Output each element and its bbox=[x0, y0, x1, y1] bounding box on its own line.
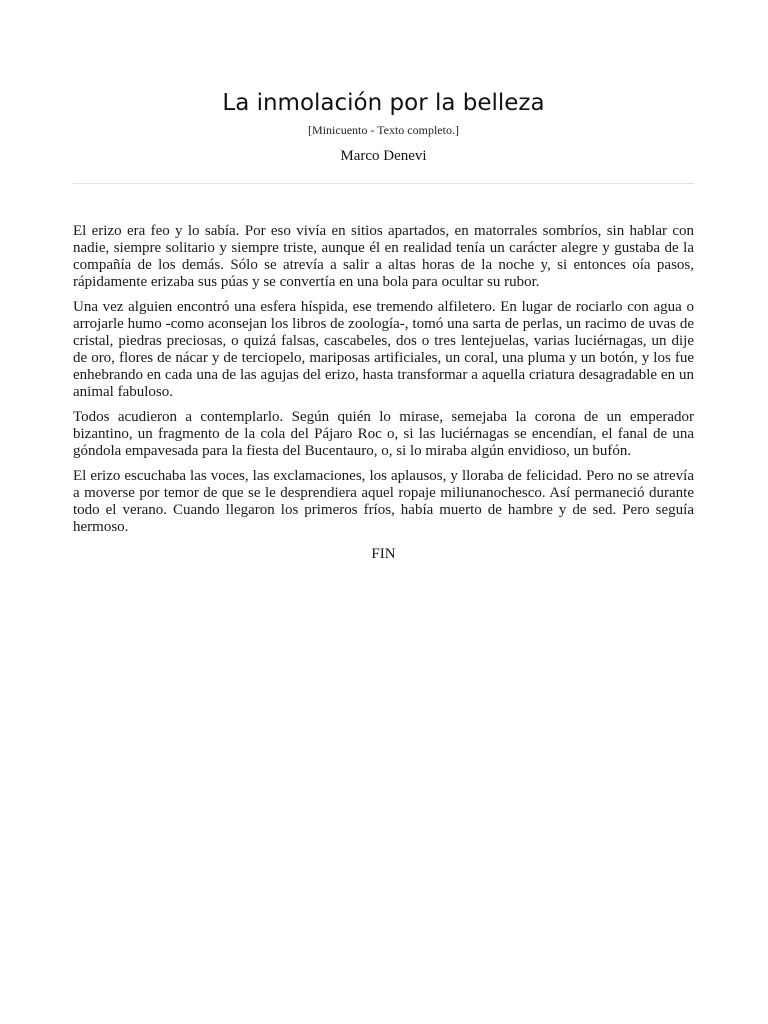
paragraph-3: Todos acudieron a contemplarlo. Según quién lo mirase, semejaba la corona de un emperador bizantino, un fragmento de la cola del Pájaro Roc o, si las luciérnagas se encendían, el fanal de una góndola empavesada para la fiesta del Bucentauro, o, si lo miraba algún envidioso, un bufón. bbox=[73, 409, 694, 459]
story-author: Marco Denevi bbox=[340, 148, 427, 164]
document-page bbox=[73, 0, 694, 563]
paragraph-4: El erizo escuchaba las voces, las exclamaciones, los aplausos, y lloraba de felicidad. Pero no se atrevía a moverse por temor de que se le desprendiera aquel ropaje miliunanochesco. Así permaneció durante todo el verano. Cuando llegaron los primeros fríos, había muerto de hambre y de sed. Pero seguía hermoso. bbox=[73, 468, 694, 535]
end-label: FIN bbox=[371, 546, 396, 562]
story-body bbox=[73, 223, 694, 536]
header-divider bbox=[73, 183, 694, 184]
paragraph-1: El erizo era feo y lo sabía. Por eso vivía en sitios apartados, en matorrales sombríos, sin hablar con nadie, siempre solitario y siempre triste, aunque él en realidad tenía un carácter alegre y gustaba de la compañía de los demás. Sólo se atrevía a salir a altas horas de la noche y, si entonces oía pasos, rápidamente erizaba sus púas y se convertía en una bola para ocultar su rubor. bbox=[73, 223, 694, 290]
story-title: La inmolación por la belleza bbox=[222, 90, 545, 116]
paragraph-2: Una vez alguien encontró una esfera híspida, ese tremendo alfiletero. En lugar de rociarlo con agua o arrojarle humo -como aconsejan los libros de zoología-, tomó una sarta de perlas, un racimo de uvas de cristal, piedras preciosas, o quizá falsas, cascabeles, dos o tres lentejuelas, varias luciérnagas, un dije de oro, flores de nácar y de terciopelo, mariposas artificiales, un coral, una pluma y un botón, y los fue enhebrando en cada una de las agujas del erizo, hasta transformar a aquella criatura desagradable en un animal fabuloso. bbox=[73, 299, 694, 400]
story-subtitle: [Minicuento - Texto completo.] bbox=[308, 123, 459, 137]
